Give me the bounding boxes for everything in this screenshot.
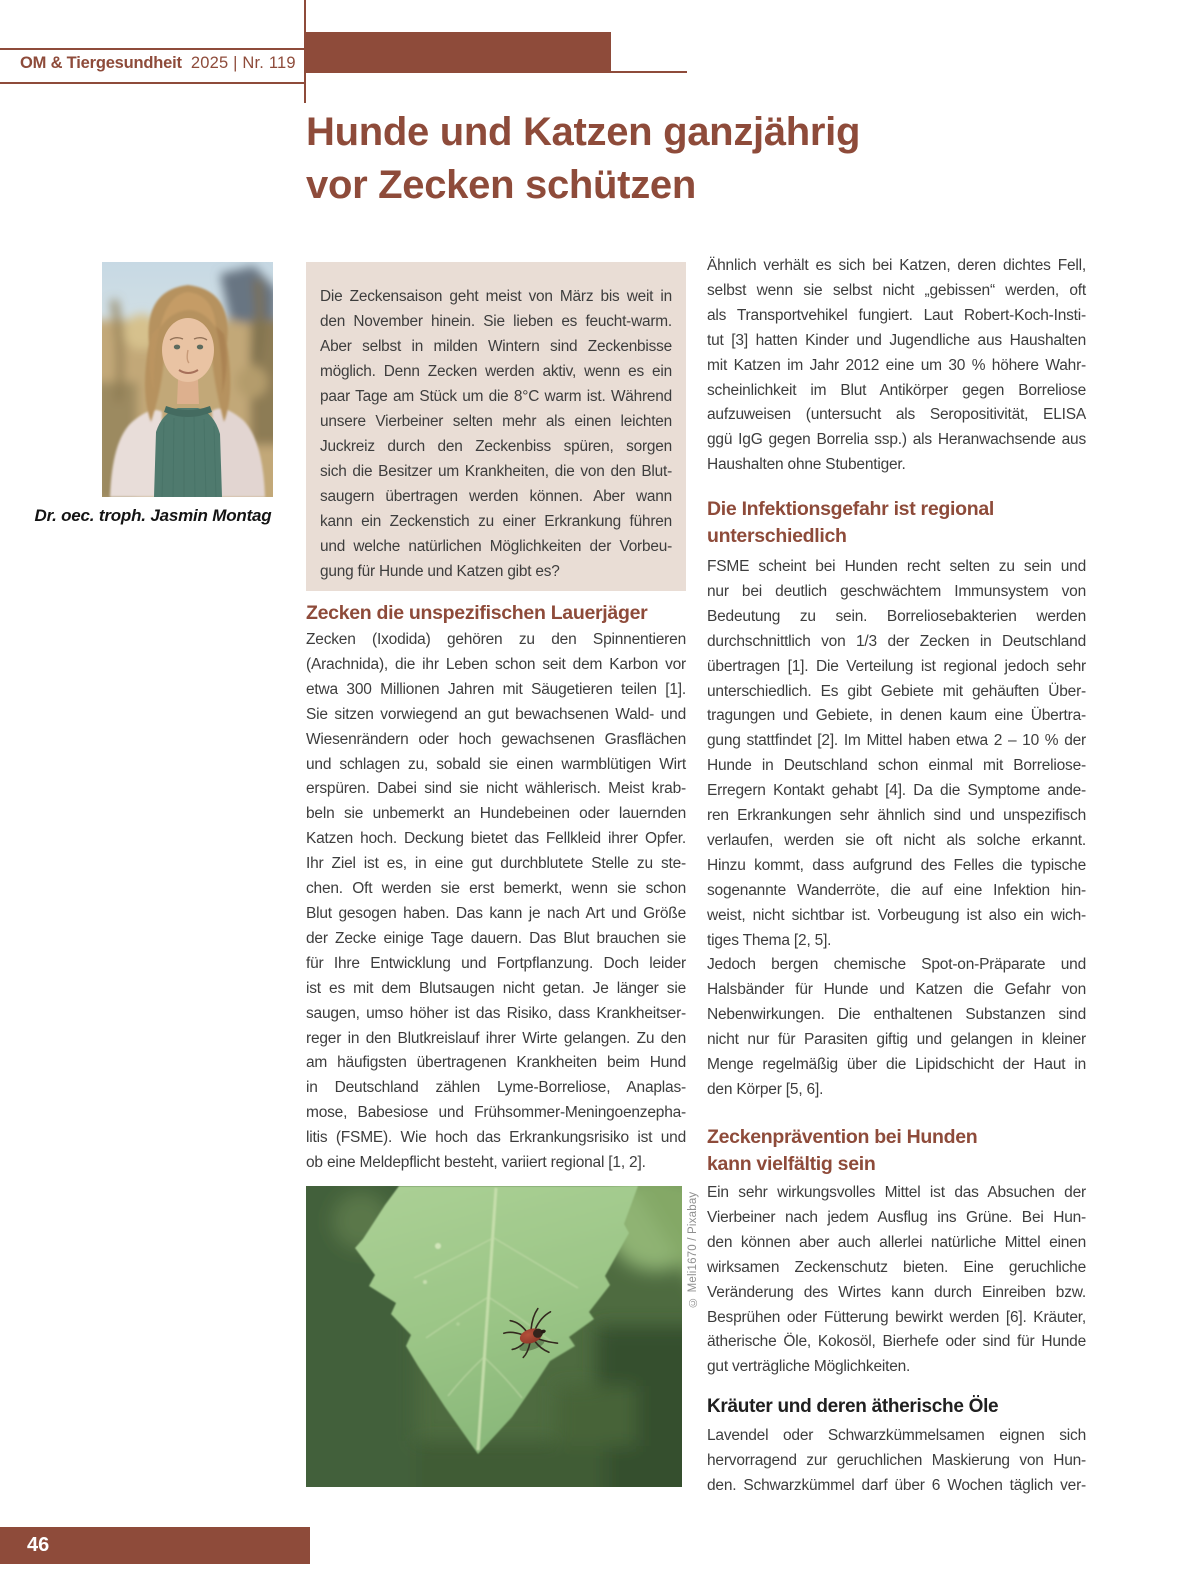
page-number: 46 <box>27 1534 50 1556</box>
intro-box: Die Zeckensaison geht meist von März bis weit in den November hinein. Sie lieben es feucht-warm. Aber selbst in milden Wintern sind Zeckenbisse möglich. Denn Zecken werden aktiv, wenn es ein paar Tage am Stück um die 8°C warm ist. Während unsere Vierbeiner selten mehr als einen leichten Juckreiz durch den Zeckenbiss spüren, sorgen sich die Besitzer um Krankheiten, die von den Blut- saugern übertragen werden können. Aber wann kann ein Zeckenstich zu einer Erkrankung führen und welche natürlichen Möglichkeiten der Vorbeu- gung für Hunde und Katzen gibt es? <box>306 262 686 591</box>
header-rule-top <box>0 48 304 50</box>
journal-name: OM & Tiergesundheit <box>20 54 182 72</box>
section3-heading: Zeckenprävention bei Hunden kann vielfältig sein <box>707 1126 978 1175</box>
journal-header <box>20 54 304 73</box>
section2-heading: Die Infektionsgefahr ist regional unterschiedlich <box>707 498 994 547</box>
issue-info: 2025 | Nr. 119 <box>190 54 296 72</box>
section3-body: Ein sehr wirkungsvolles Mittel ist das Absuchen der Vierbeiner nach jedem Ausflug ins Grüne. Bei Hun- den können aber auch allerlei natürliche Mittel einen wirksamen Zeckenschutz bieten. Eine geruchliche Veränderung des Wirtes kann durch Einreiben bzw. Besprühen oder Fütterung bewirkt werden [6]. Kräuter, ätherische Öle, Kokosöl, Bierhefe oder sind für Hunde gut verträgliche Möglichkeiten. <box>707 1184 1086 1376</box>
header-accent-tail <box>611 71 687 73</box>
article-title: Hunde und Katzen ganzjährig vor Zecken schützen <box>306 110 861 207</box>
right-intro-body: Ähnlich verhält es sich bei Katzen, deren dichtes Fell, selbst wenn sie selbst nicht „gebissen“ werden, oft als Transportvehikel fungiert. Laut Robert-Koch-Insti- tut [3] hatten Kinder und Jugendliche aus Haushalten mit Katzen im Jahr 2012 eine um 30 % höhere Wahr- scheinlichkeit im Blut Antikörper gegen Borreliose aufzuweisen (untersucht als Seropositivität, ELISA ggü IgG gegen Borrelia ssp.) als Heranwachsende aus Haushalten ohne Stubentiger. <box>707 257 1086 474</box>
header-accent-bar <box>306 32 611 73</box>
footer-bar <box>0 1527 310 1564</box>
author-portrait-illustration <box>102 262 273 497</box>
header-rule-bottom <box>0 82 304 84</box>
tick-photo <box>306 1186 682 1487</box>
tick-photo-credit: © Meli1670 / Pixabay <box>687 1191 699 1308</box>
tick-on-leaf-illustration <box>306 1186 682 1487</box>
section1-heading: Zecken die unspezifischen Lauerjäger <box>306 602 648 624</box>
section4-body: Lavendel oder Schwarzkümmelsamen eignen sich hervorragend zur geruchlichen Maskierung von Hun- den. Schwarzkümmel darf über 6 Wochen täglich ver- <box>707 1427 1086 1494</box>
author-portrait-photo <box>102 262 273 497</box>
section4-heading: Kräuter und deren ätherische Öle <box>707 1396 999 1417</box>
section1-body: Zecken (Ixodida) gehören zu den Spinnentieren (Arachnida), die ihr Leben schon seit dem Karbon vor etwa 300 Millionen Jahren mit Säugetieren teilen [1]. Sie sitzen vorwiegend an gut bewachsenen Wald- und Wiesenrändern oder hoch gewachsenen Grasflächen und schlagen zu, sobald sie einen warmblütigen Wirt erspüren. Dabei sind sie nicht wählerisch. Meist krab- beln sie unbemerkt an Hundebeinen oder lauernden Katzen hoch. Deckung bietet das Fellkleid ihrer Opfer. Ihr Ziel ist es, in eine gut durchblutete Stelle zu ste- chen. Oft werden sie erst bemerkt, wenn sie schon Blut gesogen haben. Das kann je nach Art und Größe der Zecke einige Tage dauern. Das Blut brauchen sie für Ihre Entwicklung und Fortpflanzung. Doch leider ist es mit dem Blutsaugen nicht getan. Je länger sie saugen, umso höher ist das Risiko, dass Krankheitser- reger in den Blutkreislauf ihrer Wirte gelangen. Zu den am häufigsten übertragenen Krankheiten beim Hund in Deutschland zählen Lyme-Borreliose, Anaplas- mose, Babesiose und Frühsommer-Meningoenzepha- litis (FSME). Wie hoch das Erkrankungsrisiko ist und ob eine Meldepflicht besteht, variiert regional [1, 2]. <box>306 631 686 1172</box>
section2-body-paragraph2: Jedoch bergen chemische Spot-on-Präparate und Halsbänder für Hunde und Katzen die Gefahr von Nebenwirkungen. Die enthaltenen Substanzen sind nicht nur für Parasiten giftig und gelangen in kleiner Menge regelmäßig über die Lipidschicht der Haut in den Körper [5, 6]. <box>707 956 1086 1098</box>
section2-body-paragraph1: FSME scheint bei Hunden recht selten zu sein und nur bei deutlich geschwächtem Immunsystem von Bedeutung zu sein. Borreliosebakterien werden durchschnittlich von 1/3 der Zecken in Deutschland übertragen [1]. Die Verteilung ist regional jedoch sehr unterschiedlich. Es gibt Gebiete mit gehäuften Über- tragungen und Gebiete, in denen kaum eine Übertra- gung stattfindet [2]. Im Mittel haben etwa 2 – 10 % der Hunde in Deutschland schon einmal mit Borreliose- Erregern Kontakt gehabt [4]. Da die Symptome ande- ren Erkrankungen sehr ähnlich sind und unspezifisch verlaufen, werden sie oft nicht als solche erkannt. Hinzu kommt, dass aufgrund des Felles die typische sogenannte Wanderröte, die auf eine Infektion hin- weist, nicht sichtbar ist. Vorbeugung ist also ein wich- tiges Thema [2, 5]. <box>707 558 1086 949</box>
author-caption: Dr. oec. troph. Jasmin Montag <box>34 506 272 525</box>
